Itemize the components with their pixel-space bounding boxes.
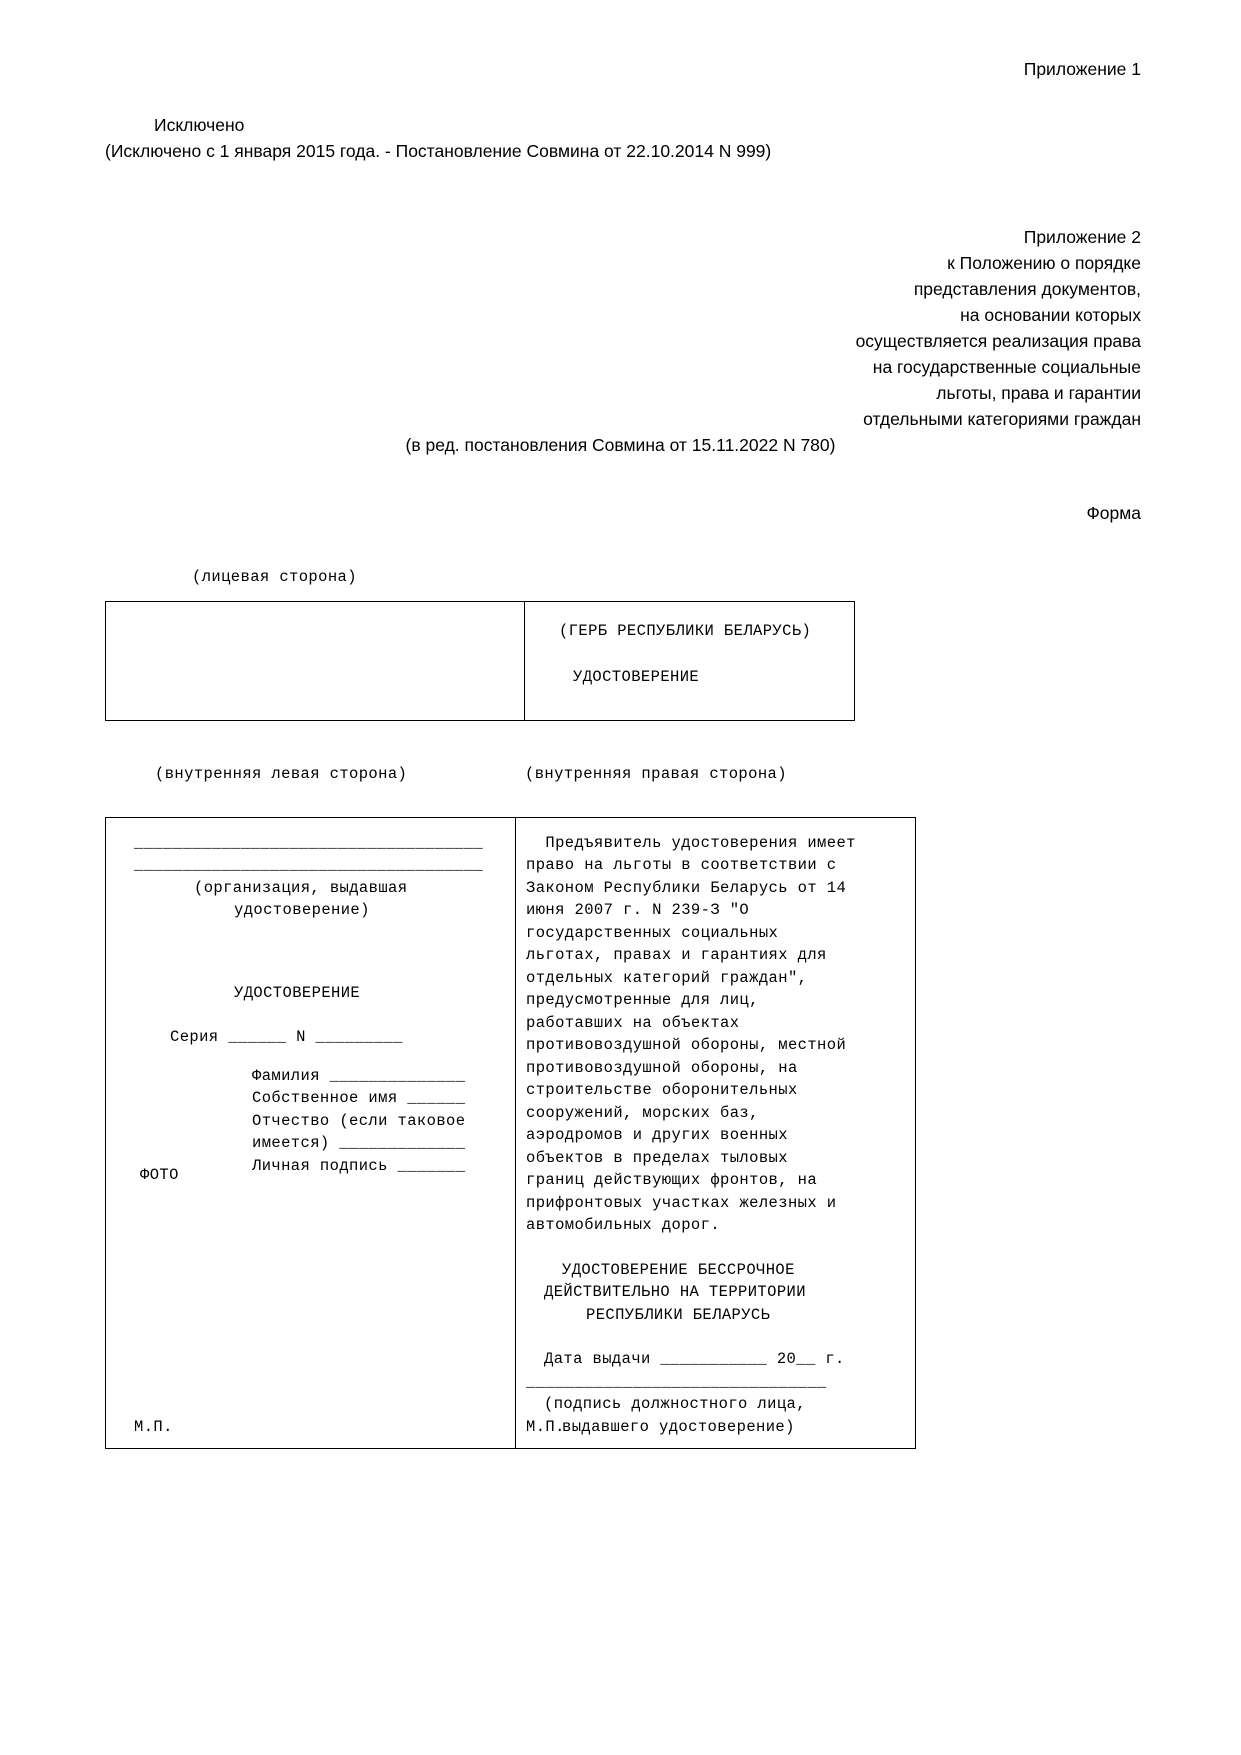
signature-field: Личная подпись _______	[252, 1156, 466, 1175]
org-caption-line-1: (организация, выдавшая	[194, 878, 408, 897]
spacer	[526, 1326, 905, 1348]
rights-paragraph-line-5: льготах, правах и гарантиях для	[526, 946, 827, 964]
appendix-2-line-7: отдельными категориями граждан	[863, 409, 1141, 429]
front-card-left-cell	[106, 601, 525, 720]
patronymic-field-line-1: Отчество (если таковое	[252, 1111, 466, 1130]
rights-paragraph-line-12: сооружений, морских баз,	[526, 1103, 759, 1122]
appendix-2-line-2: представления документов,	[913, 279, 1141, 299]
inner-title: УДОСТОВЕРЕНИЕ	[234, 983, 361, 1002]
emblem-line: (ГЕРБ РЕСПУБЛИКИ БЕЛАРУСЬ)	[559, 621, 812, 640]
front-side-caption: (лицевая сторона)	[192, 568, 357, 586]
surname-field: Фамилия ______________	[252, 1066, 466, 1085]
front-title: УДОСТОВЕРЕНИЕ	[573, 668, 700, 686]
photo-placeholder: ФОТО	[140, 1165, 179, 1184]
rights-paragraph-line-15: границ действующих фронтов, на	[526, 1171, 818, 1189]
rights-paragraph-line-6: отдельных категорий граждан",	[526, 968, 808, 987]
validity-line-1: ДЕЙСТВИТЕЛЬНО НА ТЕРРИТОРИИ	[544, 1283, 806, 1301]
spacer	[134, 1004, 505, 1026]
inner-card-left-cell	[106, 817, 516, 1449]
series-field: Серия ______ N _________	[170, 1028, 403, 1046]
org-rule-2: ____________________________________	[134, 856, 484, 874]
stamp-right: М.П.	[526, 1417, 565, 1436]
rights-paragraph-line-10: противовоздушной обороны, на	[526, 1058, 798, 1077]
rights-paragraph-line-7: предусмотренные для лиц,	[526, 991, 759, 1009]
inner-caption-right: (внутренняя правая сторона)	[525, 764, 787, 783]
inner-card	[105, 817, 916, 1450]
stamp-left: М.П.	[134, 1417, 173, 1436]
rights-paragraph-line-1: право на льготы в соответствии с	[526, 856, 837, 874]
org-caption-line-2: удостоверение)	[234, 901, 370, 919]
appendix-1-label: Приложение 1	[1023, 59, 1141, 79]
rights-paragraph-line-11: строительстве оборонительных	[526, 1081, 798, 1099]
rights-paragraph-line-0: Предъявитель удостоверения имеет	[526, 833, 856, 852]
rights-paragraph-line-13: аэродромов и других военных	[526, 1126, 788, 1144]
rights-paragraph-line-3: июня 2007 г. N 239-З "О	[526, 901, 750, 919]
appendix-2-line-4: осуществляется реализация права	[855, 331, 1141, 351]
excluded-note: (Исключено с 1 января 2015 года. - Постановление Совмина от 22.10.2014 N 999)	[105, 141, 772, 161]
rights-paragraph-line-4: государственных социальных	[526, 923, 779, 942]
edition-note: (в ред. постановления Совмина от 15.11.2022 N 780)	[405, 435, 836, 455]
validity-line-2: РЕСПУБЛИКИ БЕЛАРУСЬ	[586, 1305, 771, 1324]
official-caption-line-1: (подпись должностного лица,	[544, 1395, 806, 1413]
rights-paragraph-line-14: объектов в пределах тыловых	[526, 1148, 788, 1167]
inner-card-right-cell	[516, 817, 916, 1449]
front-card	[105, 601, 855, 721]
inner-card-row	[106, 817, 916, 1449]
official-caption-line-2: выдавшего удостоверение)	[562, 1417, 795, 1436]
excluded-title: Исключено	[154, 115, 245, 135]
inner-caption-left: (внутренняя левая сторона)	[155, 764, 408, 783]
spacer	[526, 1237, 905, 1259]
appendix-2-line-3: на основании которых	[960, 305, 1141, 325]
ownname-field: Собственное имя ______	[252, 1089, 466, 1107]
appendix-2-line-6: льготы, права и гарантии	[936, 383, 1141, 403]
front-card-row	[106, 601, 855, 720]
front-card-right-cell	[525, 601, 855, 720]
appendix-2-line-0: Приложение 2	[1023, 227, 1141, 247]
inner-right-content	[526, 832, 905, 1439]
spacer	[134, 922, 505, 982]
rights-paragraph-line-9: противовоздушной обороны, местной	[526, 1036, 847, 1054]
issue-date-field: Дата выдачи ___________ 20__ г.	[544, 1350, 845, 1368]
patronymic-field-line-2: имеется) _____________	[252, 1134, 466, 1152]
appendix-2-line-5: на государственные социальные	[872, 357, 1141, 377]
spacer	[100, 82, 1141, 112]
inner-left-content	[134, 832, 505, 1439]
rights-paragraph-line-2: Законом Республики Беларусь от 14	[526, 878, 847, 897]
inner-captions	[105, 763, 855, 787]
appendix-2-block	[100, 224, 1141, 458]
appendix-2-line-1: к Положению о порядке	[947, 253, 1141, 273]
rights-paragraph-line-8: работавших на объектах	[526, 1013, 740, 1032]
spacer	[134, 1049, 505, 1065]
org-rule-1: ____________________________________	[134, 833, 484, 852]
official-rule: _______________________________	[526, 1372, 827, 1391]
rights-paragraph-line-16: прифронтовых участках железных и	[526, 1193, 837, 1212]
forma-label: Форма	[1086, 503, 1141, 523]
validity-line-0: УДОСТОВЕРЕНИЕ БЕССРОЧНОЕ	[562, 1260, 795, 1279]
rights-paragraph-line-17: автомобильных дорог.	[526, 1216, 721, 1234]
